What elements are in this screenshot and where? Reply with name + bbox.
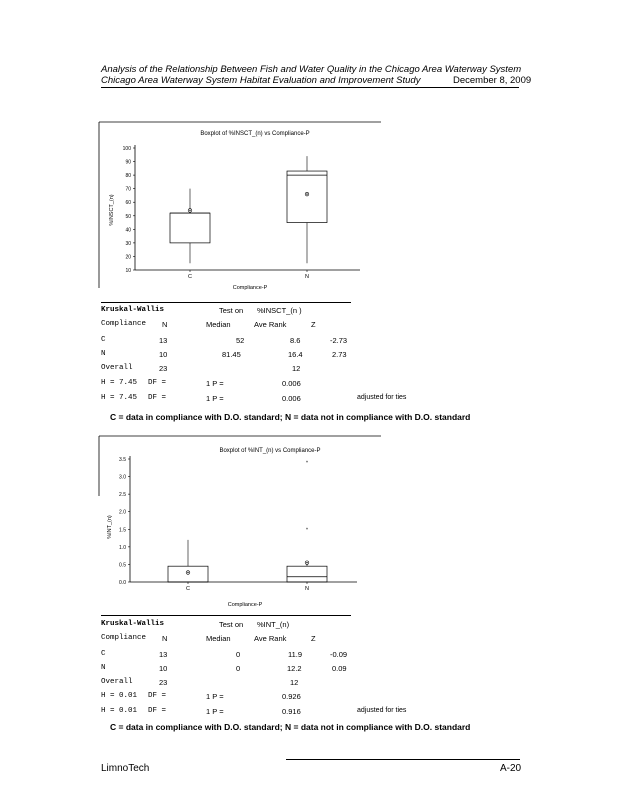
p-label-1: 1 P = bbox=[206, 692, 224, 701]
x-tick-label-c: C bbox=[186, 586, 190, 592]
row-c-ave-rank: 11.9 bbox=[288, 650, 303, 659]
table-rule bbox=[101, 615, 351, 616]
box-n-iqr bbox=[287, 171, 327, 223]
header-line-2: Chicago Area Waterway System Habitat Evaluation and Improvement Study bbox=[101, 75, 421, 86]
row-n-median: 81.45 bbox=[222, 350, 241, 359]
footer-page-number: A-20 bbox=[500, 763, 522, 774]
col-header-ave-rank: Ave Rank bbox=[254, 320, 287, 329]
y-tick-label: 3.0 bbox=[119, 474, 126, 481]
row-c-label: C bbox=[101, 650, 106, 658]
box-c-mean-dot bbox=[189, 210, 190, 211]
row-overall-n: 23 bbox=[159, 678, 168, 687]
x-tick-label-n: N bbox=[305, 586, 309, 592]
row-n-n: 10 bbox=[159, 350, 168, 359]
h-stat-2: H = 0.01 bbox=[101, 707, 138, 715]
row-c-n: 13 bbox=[159, 650, 168, 659]
p-value-2: 0.916 bbox=[282, 707, 301, 716]
row-n-ave-rank: 12.2 bbox=[287, 664, 302, 673]
y-tick-label: 3.5 bbox=[119, 457, 126, 463]
y-tick-label: 2.5 bbox=[119, 492, 126, 499]
footer-rule bbox=[286, 759, 520, 760]
p-label-1: 1 P = bbox=[206, 379, 224, 388]
row-n-median: 0 bbox=[236, 664, 241, 673]
test-on-label: Test on bbox=[219, 620, 244, 629]
row-overall-ave-rank: 12 bbox=[290, 678, 299, 687]
col-header-compliance: Compliance bbox=[101, 634, 147, 642]
y-tick-label: 0.0 bbox=[119, 580, 126, 586]
box-n-outlier: * bbox=[306, 460, 308, 467]
row-c-median: 52 bbox=[236, 336, 245, 345]
box-n-mean-dot bbox=[306, 193, 307, 194]
df-label-1: DF = bbox=[148, 379, 167, 387]
row-c-label: C bbox=[101, 336, 106, 344]
variable-label: %INT_(n) bbox=[257, 620, 290, 629]
y-tick-label: 0.5 bbox=[119, 562, 126, 569]
row-c-n: 13 bbox=[159, 336, 168, 345]
y-tick-label: 50 bbox=[125, 213, 131, 220]
adjusted-note-2: adjusted for ties bbox=[357, 707, 407, 714]
box-n-mean-dot bbox=[306, 562, 307, 563]
row-overall-label: Overall bbox=[101, 364, 133, 372]
y-tick-label: 90 bbox=[125, 159, 131, 166]
row-n-z: 2.73 bbox=[332, 350, 347, 359]
p-value-2: 0.006 bbox=[282, 394, 301, 403]
col-header-z: Z bbox=[311, 634, 316, 643]
box-c-mean-dot bbox=[187, 572, 188, 573]
adjusted-note-1: adjusted for ties bbox=[357, 394, 407, 401]
col-header-n: N bbox=[162, 634, 168, 643]
row-n-label: N bbox=[101, 350, 106, 358]
box-c-iqr bbox=[170, 213, 210, 243]
x-axis-label: Compliance-P bbox=[227, 602, 263, 608]
row-n-n: 10 bbox=[159, 664, 168, 673]
x-axis-label: Compliance-P bbox=[232, 285, 268, 291]
chart-title: Boxplot of %INT_(n) vs Compliance-P bbox=[219, 448, 321, 454]
col-header-ave-rank: Ave Rank bbox=[254, 634, 287, 643]
col-header-n: N bbox=[162, 320, 168, 329]
p-label-2: 1 P = bbox=[206, 707, 224, 716]
caption-1: C = data in compliance with D.O. standard; N = data not in compliance with D.O. standard bbox=[110, 412, 471, 422]
caption-2: C = data in compliance with D.O. standard; N = data not in compliance with D.O. standard bbox=[110, 722, 471, 732]
df-label-2: DF = bbox=[148, 707, 167, 715]
y-tick-label: 60 bbox=[125, 200, 131, 207]
test-on-label: Test on bbox=[219, 306, 244, 315]
header-line-1: Analysis of the Relationship Between Fish and Water Quality in the Chicago Area Waterway System bbox=[101, 64, 522, 75]
df-label-2: DF = bbox=[148, 394, 167, 402]
h-stat-1: H = 0.01 bbox=[101, 692, 138, 700]
row-n-ave-rank: 16.4 bbox=[288, 350, 303, 359]
row-n-label: N bbox=[101, 664, 106, 672]
y-tick-label: 10 bbox=[125, 268, 131, 274]
y-tick-label: 100 bbox=[122, 146, 131, 152]
row-overall-ave-rank: 12 bbox=[292, 364, 301, 373]
col-header-median: Median bbox=[206, 634, 231, 643]
table-title: Kruskal-Wallis bbox=[101, 620, 165, 628]
y-axis-label: %INT_(n) bbox=[107, 515, 113, 539]
box-n-outlier: * bbox=[306, 527, 308, 534]
header-rule bbox=[101, 87, 519, 88]
y-tick-label: 20 bbox=[125, 254, 131, 261]
y-tick-label: 1.0 bbox=[119, 544, 126, 551]
y-tick-label: 70 bbox=[125, 186, 131, 193]
y-tick-label: 80 bbox=[125, 173, 131, 180]
row-c-z: -2.73 bbox=[330, 336, 348, 345]
col-header-median: Median bbox=[206, 320, 231, 329]
y-tick-label: 30 bbox=[125, 240, 131, 247]
y-tick-label: 1.5 bbox=[119, 527, 126, 534]
p-value-1: 0.926 bbox=[282, 692, 301, 701]
table-title: Kruskal-Wallis bbox=[101, 306, 165, 314]
y-axis-label: %INSCT_(n) bbox=[109, 194, 115, 226]
box-n-iqr bbox=[287, 566, 327, 582]
h-stat-2: H = 7.45 bbox=[101, 394, 138, 402]
row-overall-n: 23 bbox=[159, 364, 168, 373]
row-overall-label: Overall bbox=[101, 678, 133, 686]
y-tick-label: 2.0 bbox=[119, 509, 126, 516]
h-stat-1: H = 7.45 bbox=[101, 379, 138, 387]
df-label-1: DF = bbox=[148, 692, 167, 700]
col-header-compliance: Compliance bbox=[101, 320, 147, 328]
variable-label: %INSCT_(n ) bbox=[257, 306, 302, 315]
y-tick-label: 40 bbox=[125, 227, 131, 234]
row-c-ave-rank: 8.6 bbox=[290, 336, 301, 345]
p-label-2: 1 P = bbox=[206, 394, 224, 403]
header-date: December 8, 2009 bbox=[453, 75, 532, 86]
x-tick-label-c: C bbox=[188, 274, 192, 280]
row-n-z: 0.09 bbox=[332, 664, 347, 673]
table-rule bbox=[101, 302, 351, 303]
col-header-z: Z bbox=[311, 320, 316, 329]
p-value-1: 0.006 bbox=[282, 379, 301, 388]
row-c-z: -0.09 bbox=[330, 650, 348, 659]
footer-company: LimnoTech bbox=[101, 763, 150, 774]
boxplot-chart-int bbox=[95, 432, 385, 610]
row-c-median: 0 bbox=[236, 650, 241, 659]
chart-title: Boxplot of %INSCT_(n) vs Compliance-P bbox=[200, 131, 310, 137]
x-tick-label-n: N bbox=[305, 274, 309, 280]
boxplot-chart-insct bbox=[95, 118, 385, 293]
